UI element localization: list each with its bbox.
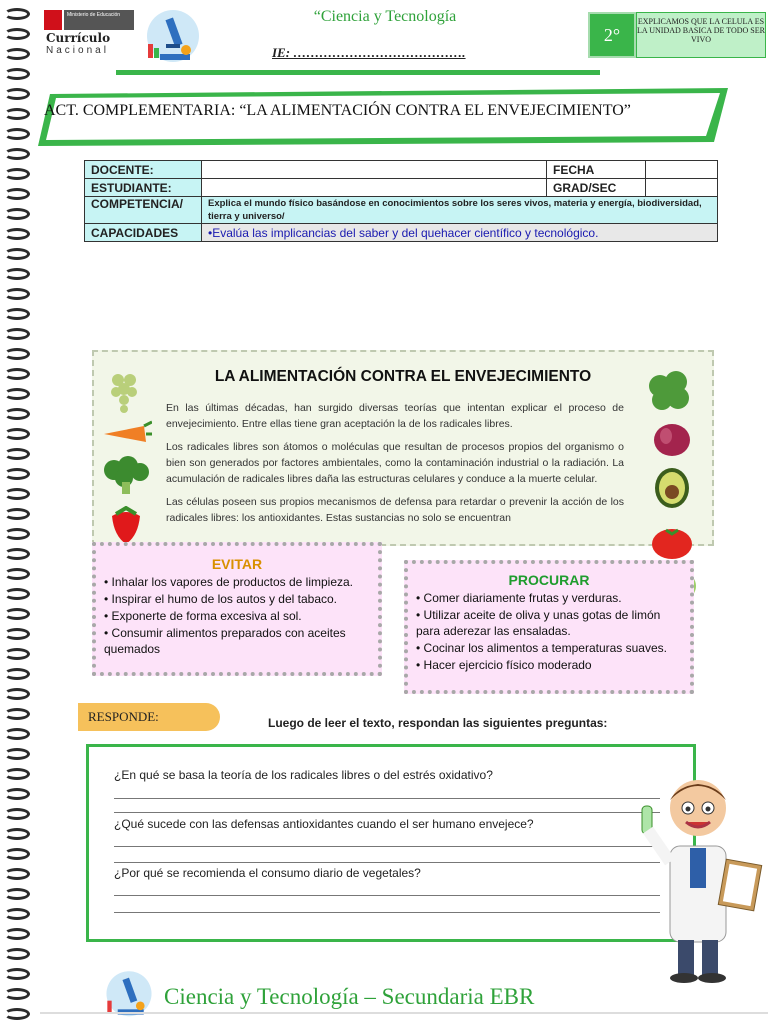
list-item: • Comer diariamente frutas y verduras. [416,591,622,605]
spiral-ring [4,188,30,200]
lettuce-icon [648,370,692,412]
spiral-ring [4,528,30,540]
spiral-ring [4,968,30,980]
spiral-ring [4,848,30,860]
competencia-text: Explica el mundo físico basándose en conocimientos sobre los seres vivos, materia y energía, biodiversidad, tierra y universo/ [202,197,718,224]
spiral-ring [4,108,30,120]
spiral-ring [4,748,30,760]
spiral-ring [4,488,30,500]
question-2: ¿Qué sucede con las defensas antioxidantes cuando el ser humano envejece? [114,817,534,831]
question-1: ¿En qué se basa la teoría de los radicales libres o del estrés oxidativo? [114,768,493,782]
reading-title: LA ALIMENTACIÓN CONTRA EL ENVEJECIMIENTO [214,368,592,385]
reading-paragraph: Las células poseen sus propios mecanismos de defensa para retardar o prevenir la acción de los radicales libres: los antioxidantes. Estas sustancias no solo se encuentran [166,496,624,524]
spiral-ring [4,348,30,360]
spiral-ring [4,928,30,940]
spiral-ring [4,208,30,220]
grapes-icon [108,370,144,414]
docente-field[interactable] [202,161,547,179]
table-row [85,224,718,242]
spiral-ring [4,68,30,80]
curriculo-nacional-logo [44,10,136,62]
spiral-ring [4,388,30,400]
spiral-ring [4,428,30,440]
ie-field: IE: …………………………………. [272,45,466,60]
evitar-title: EVITAR [211,556,263,572]
microscope-icon [140,4,206,64]
microscope-icon [100,966,158,1018]
spiral-ring [4,648,30,660]
table-row [85,161,718,179]
tomato-icon [650,524,694,560]
spiral-ring [4,788,30,800]
spiral-ring [4,588,30,600]
spiral-ring [4,168,30,180]
reading-text [166,400,624,533]
list-item: • Inspirar el humo de los autos y del tabaco. [104,592,337,606]
spiral-ring [4,248,30,260]
list-item: • Exponerte de forma excesiva al sol. [104,609,302,623]
spiral-ring [4,908,30,920]
avocado-icon [652,466,692,510]
carrot-icon [100,420,152,450]
header-divider [116,70,600,75]
procurar-box [404,560,694,694]
answer-line[interactable] [114,895,660,896]
table-row [85,179,718,197]
footer-divider [40,1012,768,1014]
spiral-ring [4,448,30,460]
instructions-text: Luego de leer el texto, respondan las siguientes preguntas: [268,716,608,730]
spiral-ring [4,828,30,840]
subject-title: “Ciencia y Tecnología [313,8,457,25]
capacidades-text: •Evalúa las implicancias del saber y del quehacer científico y tecnológico. [202,224,718,242]
spiral-ring [4,508,30,520]
spiral-ring [4,308,30,320]
reading-paragraph: En las últimas décadas, han surgido diversas teorías que intentan explicar el proceso de envejecimiento. Entre ellas tiene gran aceptación la de los radicales libres. [166,402,624,430]
list-item: • Utilizar aceite de oliva y unas gotas de limón para aderezar las ensaladas. [416,608,661,638]
strawberry-icon [108,506,144,546]
activity-title: ACT. COMPLEMENTARIA: “LA ALIMENTACIÓN CONTRA EL ENVEJECIMIENTO” [44,102,631,119]
reading-paragraph: Los radicales libres son átomos o moléculas que resultan de procesos propios del organismo o bien son generados por factores ambientales, como la contaminación industrial o la radiación. La acumulación de radicales libres daña las estructuras celulares y conduce a la muerte celular. [166,441,624,485]
spiral-ring [4,868,30,880]
spiral-ring [4,468,30,480]
grade-badge: 2° [588,12,636,58]
spiral-ring [4,1008,30,1020]
docente-label: DOCENTE: [85,161,202,179]
answer-line[interactable] [114,862,660,863]
logo-text-line2: Nacional [46,45,109,56]
spiral-ring [4,8,30,20]
evitar-box [92,542,382,676]
footer-title: Ciencia y Tecnología – Secundaria EBR [164,984,535,1009]
spiral-ring [4,768,30,780]
spiral-ring [4,548,30,560]
responde-tag: RESPONDE: [78,703,220,731]
spiral-ring [4,668,30,680]
answer-line[interactable] [114,798,660,799]
spiral-ring [4,688,30,700]
spiral-ring [4,728,30,740]
unit-title-box: EXPLICAMOS QUE LA CELULA ES LA UNIDAD BASICA DE TODO SER VIVO [636,12,766,58]
procurar-title: PROCURAR [508,572,590,588]
spiral-ring [4,148,30,160]
broccoli-icon [100,456,152,496]
scientist-illustration [626,766,766,984]
list-item: • Inhalar los vapores de productos de limpieza. [104,575,354,589]
list-item: • Consumir alimentos preparados con aceites quemados [104,626,346,656]
spiral-ring [4,368,30,380]
spiral-ring [4,988,30,1000]
list-item: • Cocinar los alimentos a temperaturas suaves. [416,641,667,655]
spiral-ring [4,628,30,640]
spiral-ring [4,268,30,280]
answer-line[interactable] [114,812,660,813]
spiral-ring [4,808,30,820]
gradsec-label: GRAD/SEC [547,179,646,197]
answer-line[interactable] [114,912,660,913]
ministry-label: Ministerio de Educación [64,10,134,30]
answer-line[interactable] [114,846,660,847]
info-table [84,160,718,242]
spiral-ring [4,568,30,580]
capacidades-label: CAPACIDADES [85,224,202,242]
spiral-ring [4,408,30,420]
spiral-ring [4,48,30,60]
spiral-ring [4,948,30,960]
list-item: • Hacer ejercicio físico moderado [416,658,592,672]
spiral-ring [4,888,30,900]
estudiante-field[interactable] [202,179,547,197]
spiral-ring [4,288,30,300]
question-3: ¿Por qué se recomienda el consumo diario de vegetales? [114,866,421,880]
spiral-ring [4,128,30,140]
fecha-field[interactable] [646,161,718,179]
fecha-label: FECHA [547,161,646,179]
estudiante-label: ESTUDIANTE: [85,179,202,197]
spiral-ring [4,88,30,100]
spiral-binding [0,0,40,1024]
table-row [85,197,718,224]
spiral-ring [4,328,30,340]
peru-flag-icon [44,10,62,30]
onion-icon [652,420,692,458]
logo-text-line1: Currículo [46,31,111,45]
spiral-ring [4,228,30,240]
gradsec-field[interactable] [646,179,718,197]
competencia-label: COMPETENCIA/ [85,197,202,224]
spiral-ring [4,28,30,40]
spiral-ring [4,608,30,620]
spiral-ring [4,708,30,720]
